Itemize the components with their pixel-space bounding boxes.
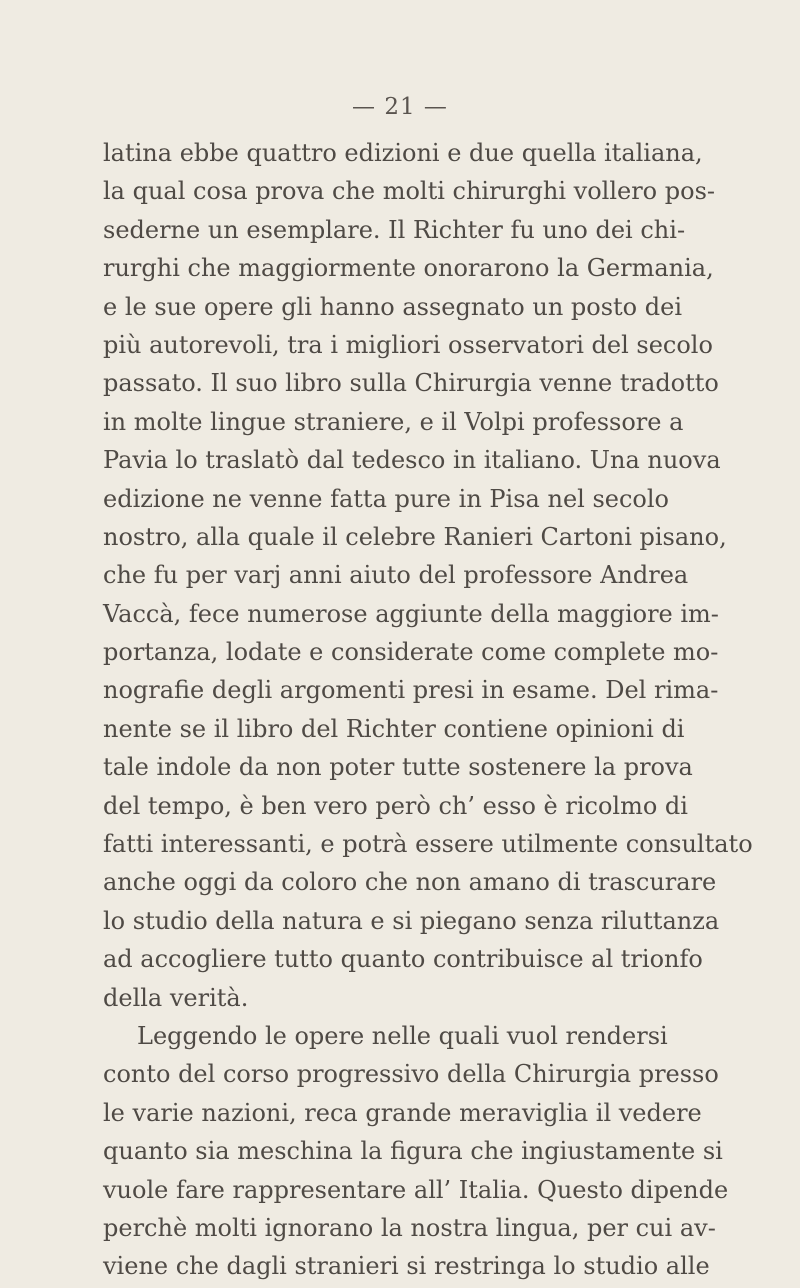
text-line: della verità.	[103, 983, 249, 1012]
text-line: nografie degli argomenti presi in esame. Del rima-	[103, 676, 719, 705]
text-line: edizione ne venne fatta pure in Pisa nel secolo	[103, 484, 669, 513]
text-line: vuole fare rappresentare all’ Italia. Questo dipende	[103, 1175, 729, 1204]
text-line: Leggendo le opere nelle quali vuol rendersi	[137, 1021, 668, 1050]
page-number: — 21 —	[352, 94, 448, 120]
text-line: Pavia lo traslatò dal tedesco in italiano. Una nuova	[103, 446, 721, 475]
text-line: le varie nazioni, reca grande meraviglia il vedere	[103, 1098, 702, 1127]
text-line: portanza, lodate e considerate come complete mo-	[103, 638, 719, 667]
text-line: del tempo, è ben vero però ch’ esso è ricolmo di	[103, 791, 688, 820]
paragraph-1	[103, 134, 753, 1017]
body-text	[103, 134, 753, 1286]
text-line: lo studio della natura e si piegano senza riluttanza	[103, 906, 720, 935]
text-line: quanto sia meschina la figura che ingiustamente si	[103, 1137, 723, 1166]
text-line: nente se il libro del Richter contiene opinioni di	[103, 714, 685, 743]
text-line: conto del corso progressivo della Chirurgia presso	[103, 1060, 719, 1089]
text-line: che fu per varj anni aiuto del professore Andrea	[103, 561, 689, 590]
text-line: in molte lingue straniere, e il Volpi professore a	[103, 407, 684, 436]
text-line: Vaccà, fece numerose aggiunte della maggiore im-	[103, 599, 719, 628]
text-line: latina ebbe quattro edizioni e due quella italiana,	[103, 139, 703, 167]
text-line: ad accogliere tutto quanto contribuisce al trionfo	[103, 945, 703, 974]
text-line: la qual cosa prova che molti chirurghi vollero pos-	[103, 177, 715, 206]
text-line: perchè molti ignorano la nostra lingua, per cui av-	[103, 1213, 716, 1242]
paragraph-2	[103, 1017, 729, 1286]
text-line: nostro, alla quale il celebre Ranieri Cartoni pisano,	[103, 522, 727, 551]
text-line: e le sue opere gli hanno assegnato un posto dei	[103, 292, 682, 321]
text-line: viene che dagli stranieri si restringa lo studio alle	[103, 1252, 710, 1281]
text-line: anche oggi da coloro che non amano di trascurare	[103, 868, 717, 897]
text-line: passato. Il suo libro sulla Chirurgia venne tradotto	[103, 369, 719, 398]
text-line: rurghi che maggiormente onorarono la Germania,	[103, 254, 714, 283]
text-line: fatti interessanti, e potrà essere utilmente consultato	[103, 830, 753, 859]
text-line: sederne un esemplare. Il Richter fu uno dei chi-	[103, 215, 686, 244]
text-line: tale indole da non poter tutte sostenere la prova	[103, 753, 693, 782]
text-line: più autorevoli, tra i migliori osservatori del secolo	[103, 330, 713, 359]
